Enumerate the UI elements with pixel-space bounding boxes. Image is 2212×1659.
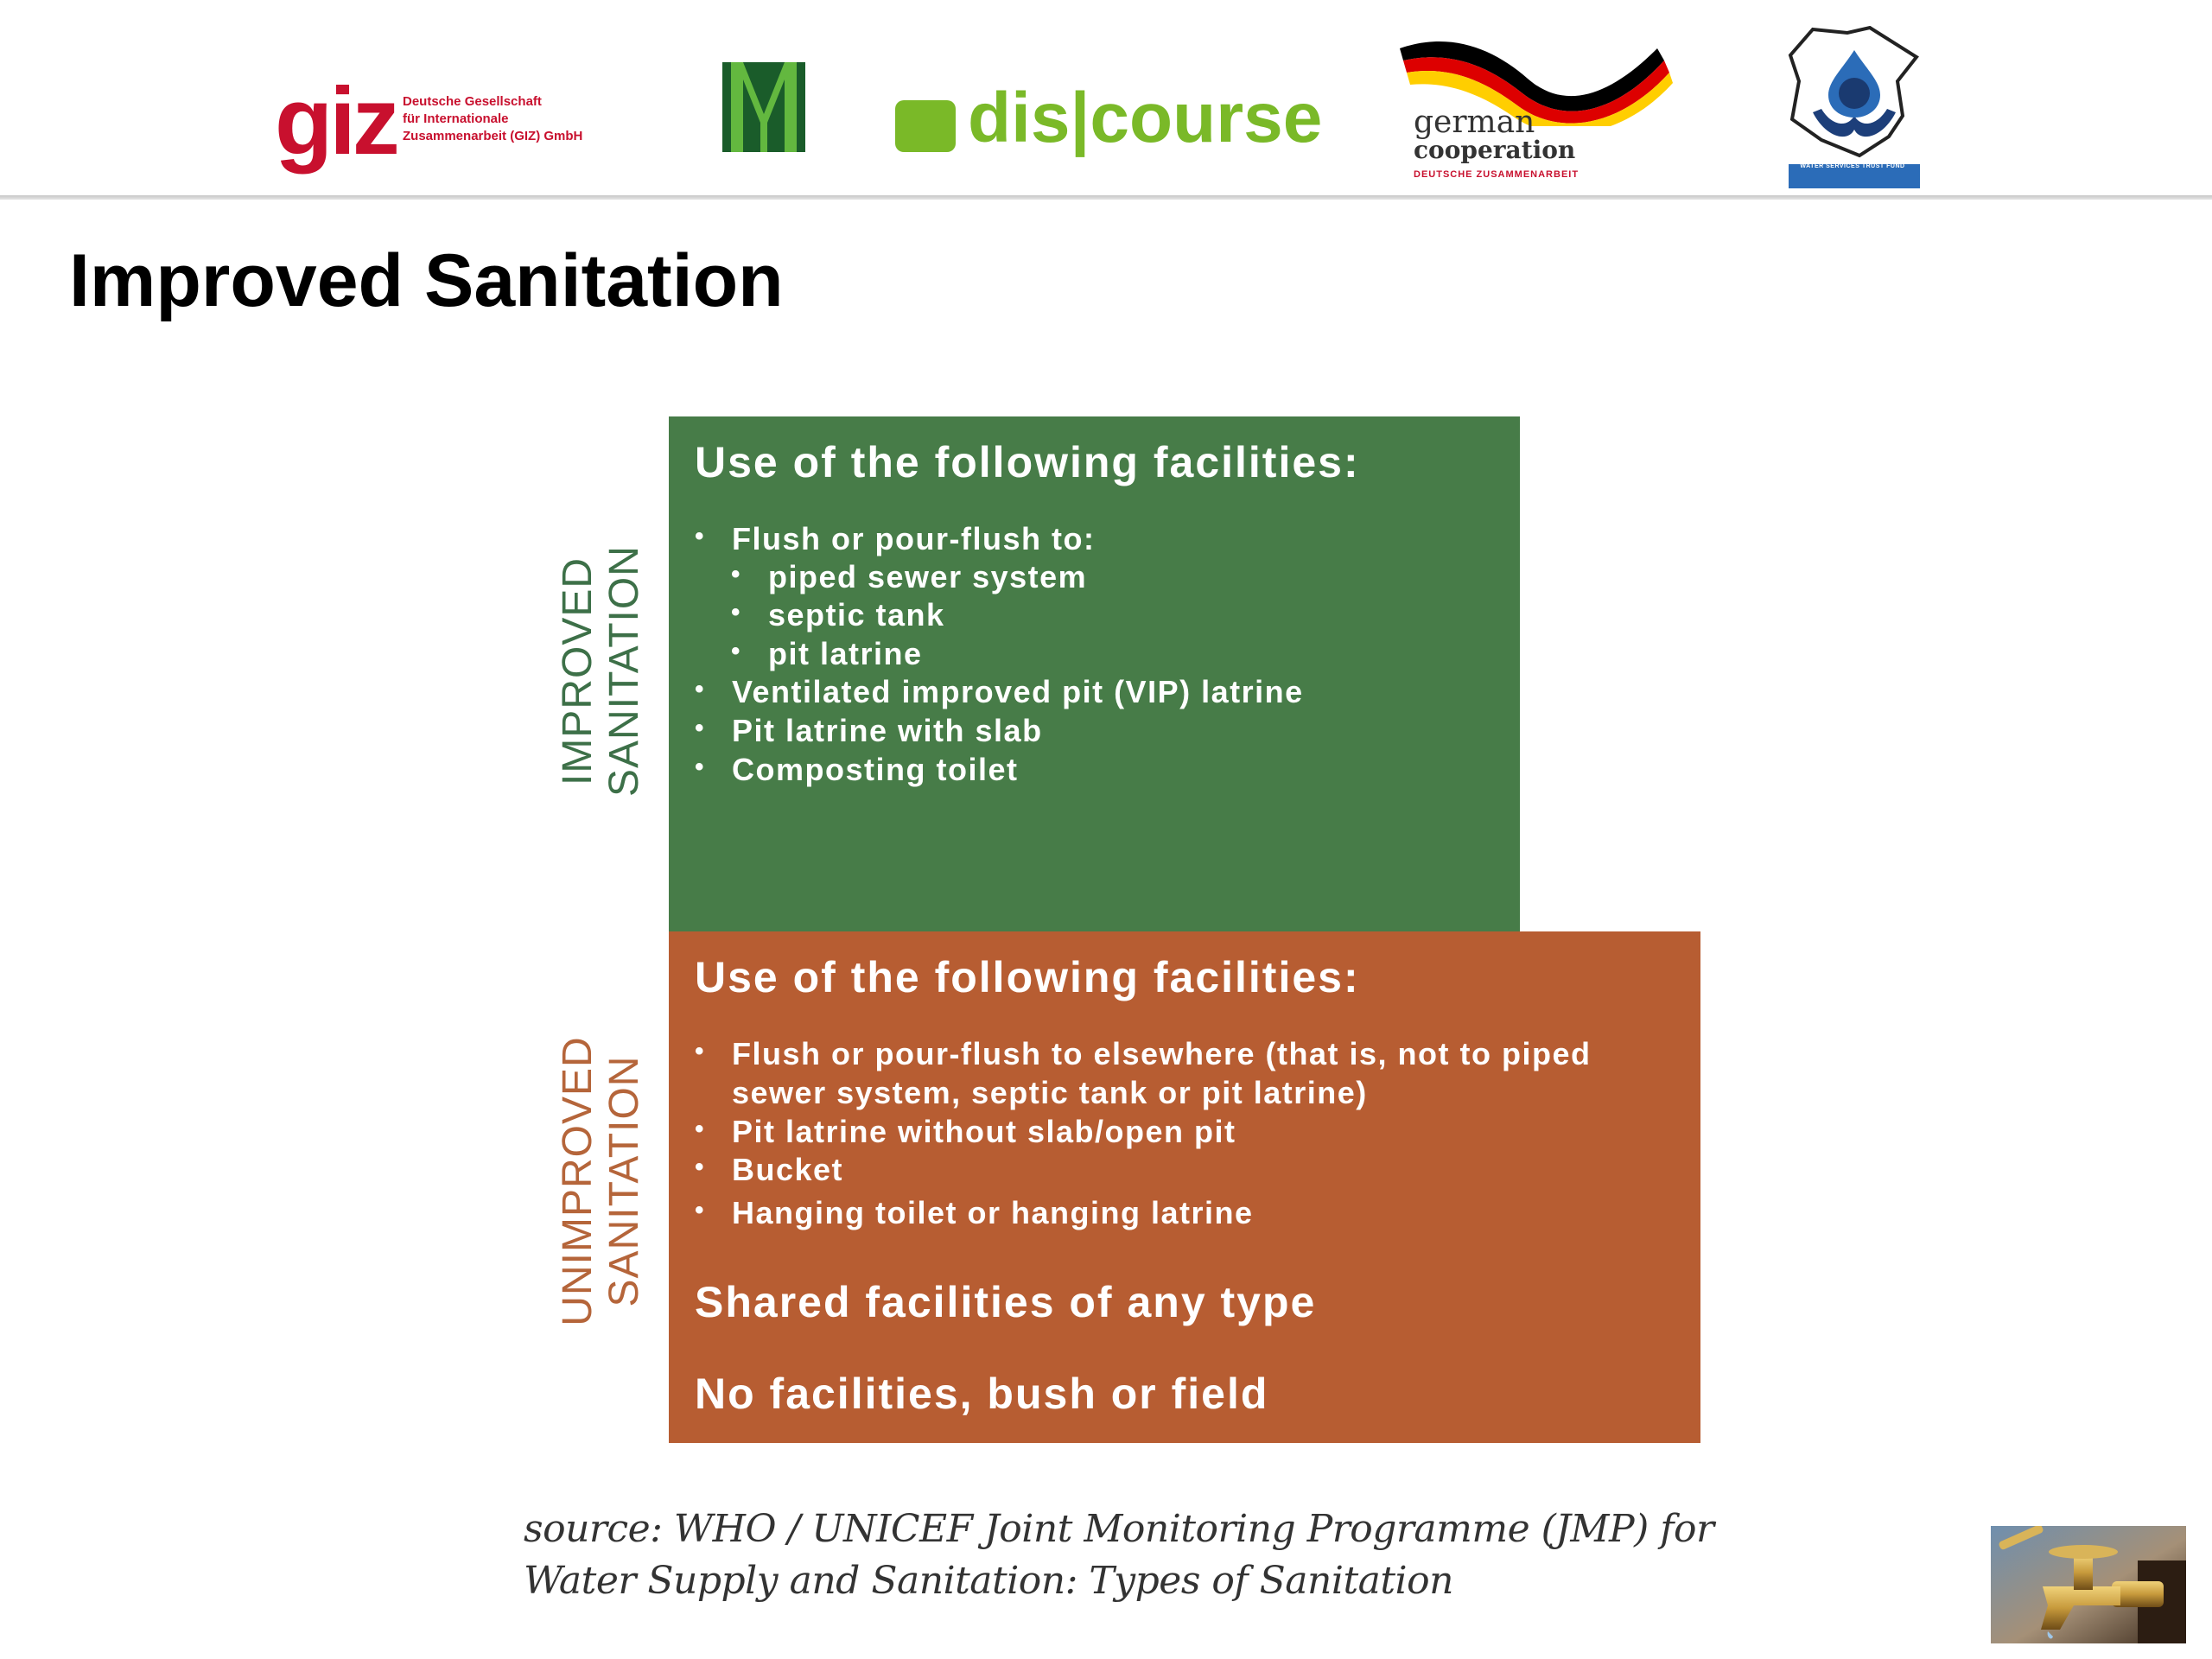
bullet-icon: •: [695, 1115, 704, 1143]
german-cooperation-logo: [1398, 31, 1675, 187]
bullet-icon: •: [695, 1037, 704, 1065]
slide-title: Improved Sanitation: [69, 239, 784, 322]
unimproved-item: Pit latrine without slab/open pit: [732, 1114, 1236, 1149]
improved-subitem: pit latrine: [768, 636, 923, 671]
improved-heading: Use of the following facilities:: [695, 438, 1360, 486]
water-tap-icon: [1991, 1526, 2186, 1643]
improved-item: Composting toilet: [732, 752, 1019, 787]
improved-subitem: piped sewer system: [768, 559, 1088, 594]
german-text: german: [1414, 105, 1535, 140]
discourse-wordmark: dis|course: [968, 79, 1323, 157]
bullet-icon: •: [695, 714, 704, 742]
bullet-icon: •: [731, 560, 741, 588]
unimproved-sanitation-side-label: UNIMPROVED SANITATION: [555, 1036, 647, 1326]
bullet-icon: •: [695, 753, 704, 781]
bullet-icon: •: [695, 1153, 704, 1181]
improved-item: Flush or pour-flush to:: [732, 521, 1096, 556]
improved-item: Ventilated improved pit (VIP) latrine: [732, 674, 1304, 709]
deutsche-zusammenarbeit-text: DEUTSCHE ZUSAMMENARBEIT: [1414, 169, 1580, 180]
shared-facilities-text: Shared facilities of any type: [695, 1278, 1317, 1326]
m-logo: [722, 62, 805, 152]
unimproved-item: Bucket: [732, 1152, 844, 1187]
bullet-icon: •: [695, 522, 704, 550]
unimproved-item-continuation: sewer system, septic tank or pit latrine): [732, 1075, 1368, 1110]
source-line-1: source: WHO / UNICEF Joint Monitoring Programme (JMP) for: [524, 1507, 1714, 1551]
giz-wordmark: giz: [275, 68, 397, 175]
bullet-icon: •: [731, 637, 741, 665]
bullet-icon: •: [695, 675, 704, 703]
unimproved-item: Flush or pour-flush to elsewhere (that is, not to piped: [732, 1036, 1592, 1071]
source-line-2: Water Supply and Sanitation: Types of Sanitation: [524, 1559, 1453, 1603]
improved-sanitation-side-label: IMPROVED SANITATION: [555, 545, 647, 797]
discourse-square-icon: [895, 100, 956, 152]
source-citation: [524, 1503, 1714, 1607]
wstf-label: WATER SERVICES TRUST FUND: [1800, 163, 1905, 169]
improved-sanitation-box: [669, 416, 1520, 931]
header-divider: [0, 195, 2212, 200]
bullet-icon: •: [695, 1196, 704, 1224]
logo-header: [0, 0, 2212, 195]
unimproved-heading: Use of the following facilities:: [695, 953, 1360, 1001]
no-facilities-text: No facilities, bush or field: [695, 1370, 1269, 1418]
unimproved-sanitation-box: [669, 931, 1700, 1443]
giz-subtext: Deutsche Gesellschaft für Internationale Zusammenarbeit (GIZ) GmbH: [403, 94, 583, 143]
unimproved-item: Hanging toilet or hanging latrine: [732, 1195, 1254, 1230]
bullet-icon: •: [731, 598, 741, 626]
cooperation-text: cooperation: [1414, 136, 1576, 164]
improved-subitem: septic tank: [768, 597, 945, 632]
improved-item: Pit latrine with slab: [732, 713, 1043, 748]
